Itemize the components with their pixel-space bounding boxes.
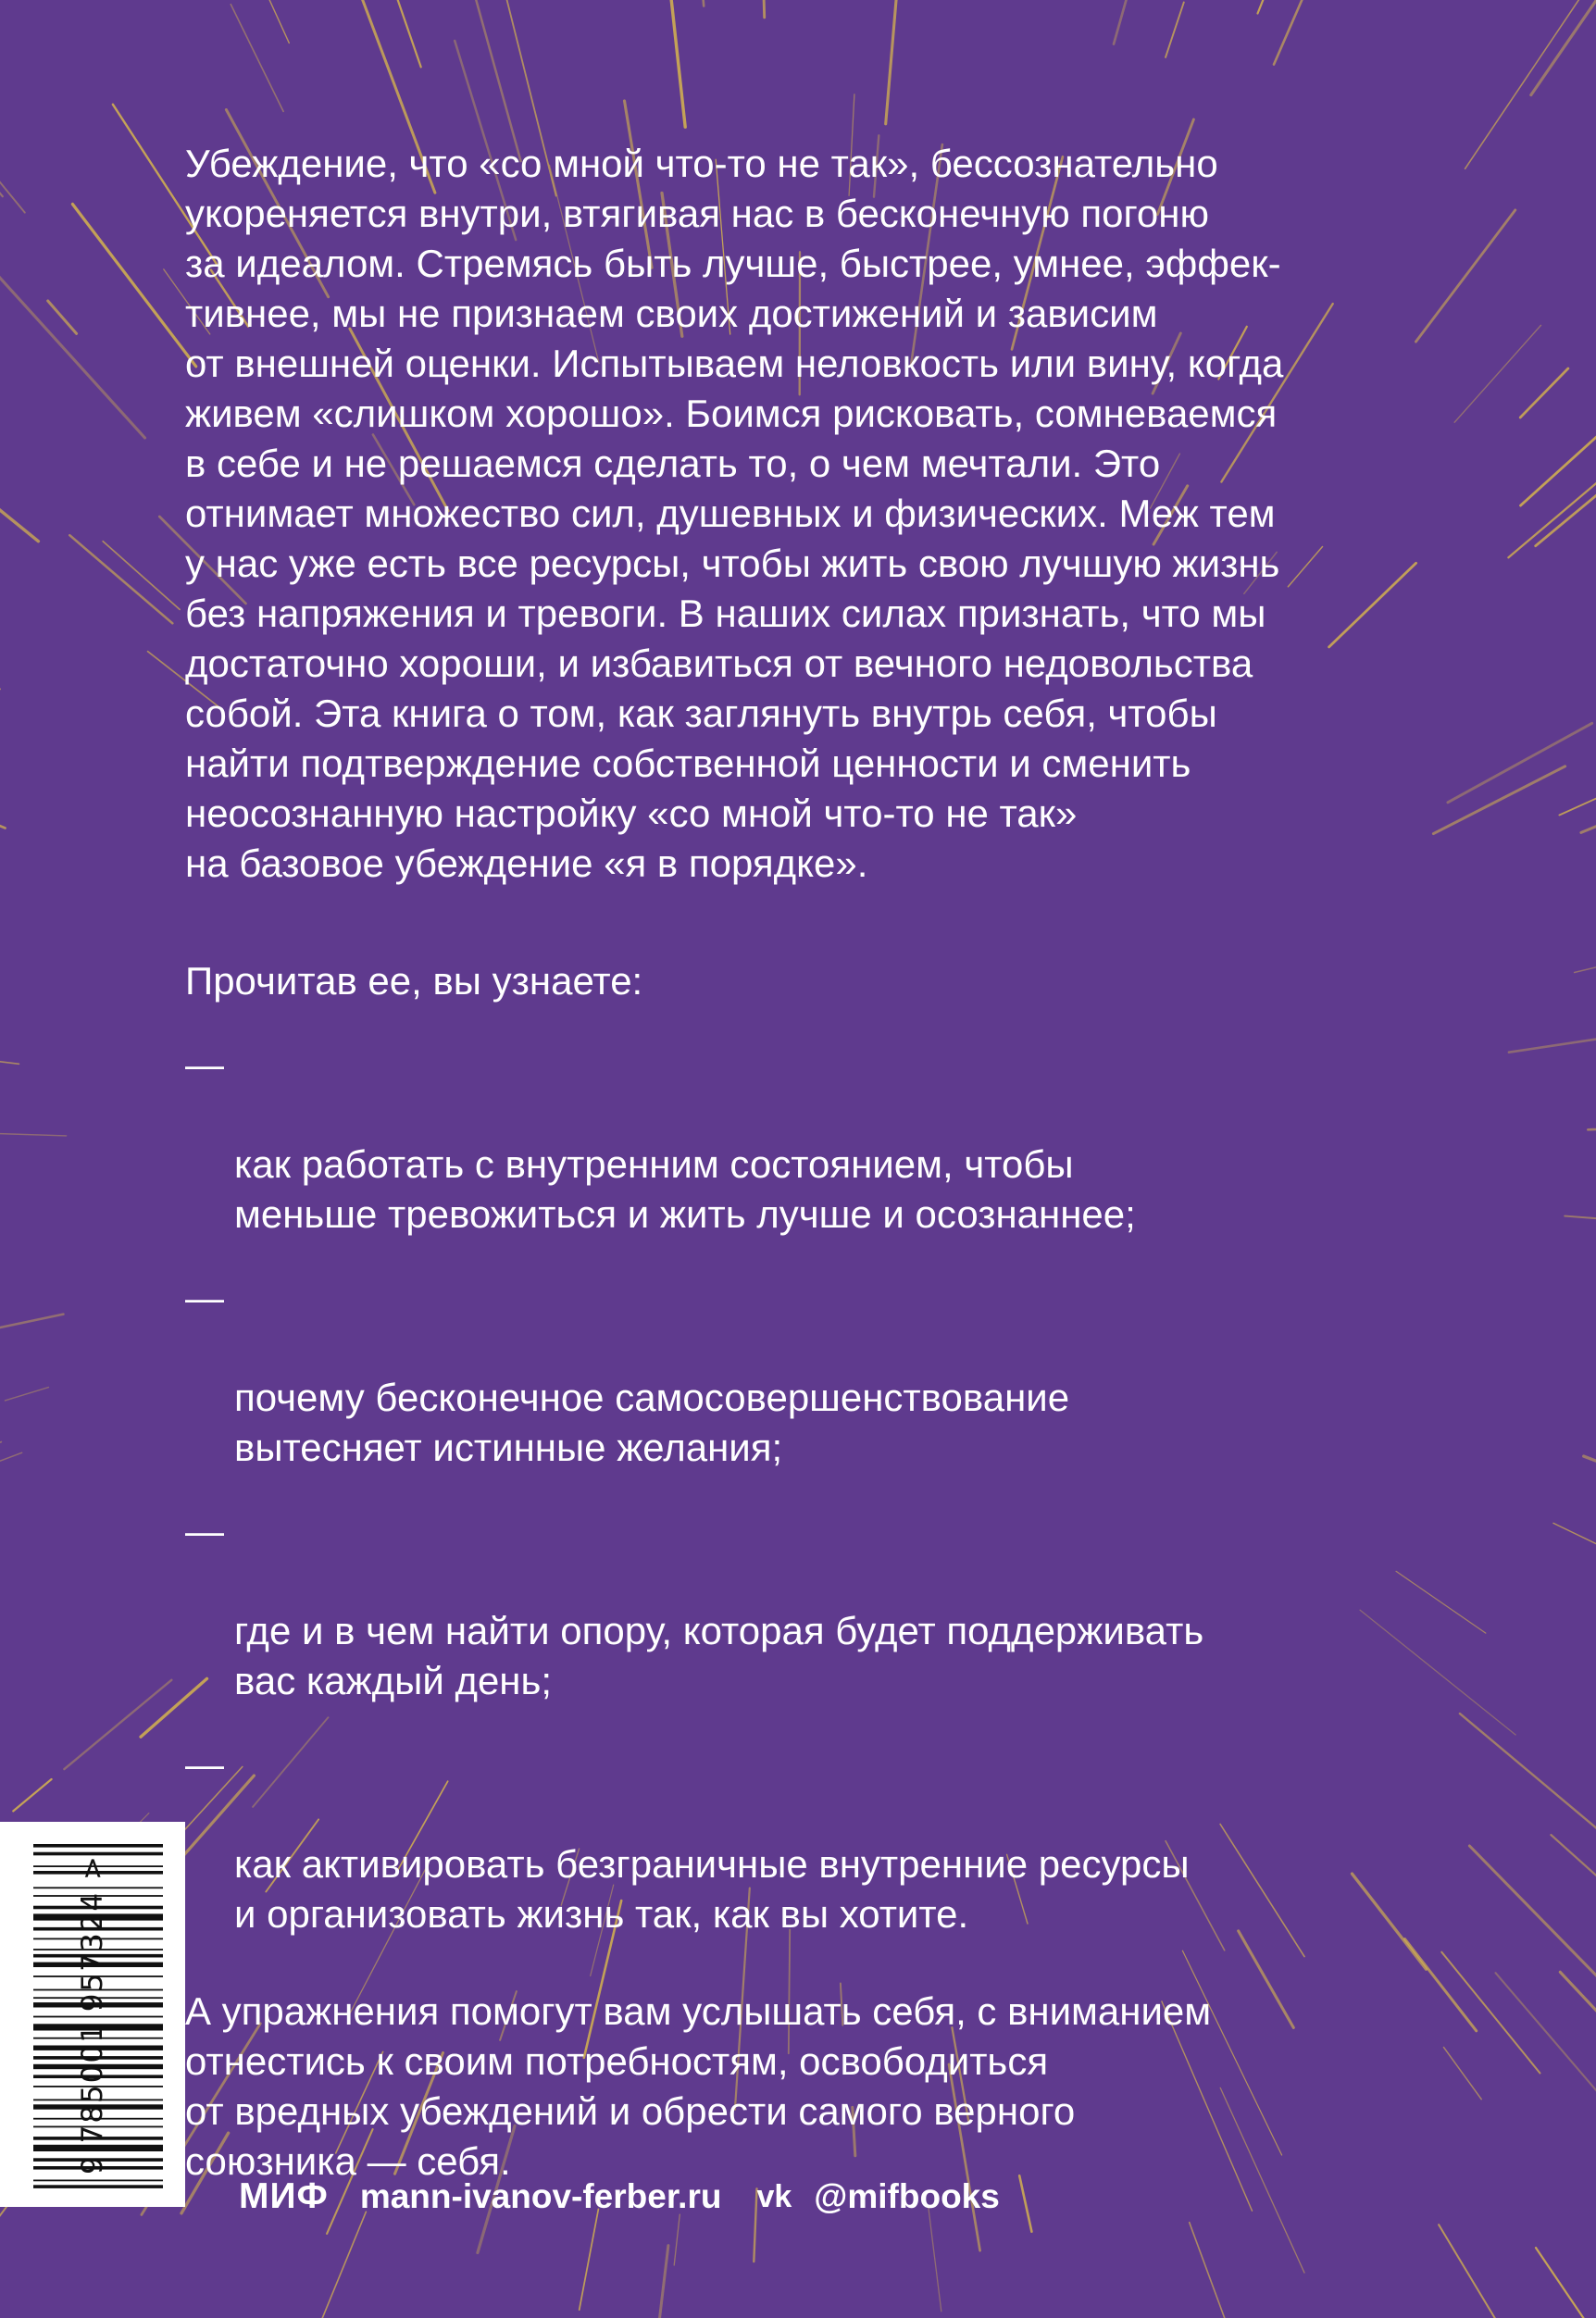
benefit-text: почему бесконечное самосовершенствование вытесняет истинные желания; [234,1376,1070,1469]
starburst-ray [396,0,421,67]
starburst-ray [320,2212,366,2318]
starburst-ray [0,1051,19,1064]
learn-heading: Прочитав ее, вы узнаете: [185,959,643,1003]
vk-icon[interactable]: vk [756,2179,792,2214]
dash-marker: — [185,1276,224,1319]
starburst-ray [1508,439,1596,557]
publisher-website[interactable]: mann-ivanov-ferber.ru [359,2177,722,2215]
starburst-ray [1565,1216,1596,1229]
starburst-ray [5,1388,48,1401]
starburst-ray [1258,0,1287,14]
isbn-digits: 9 785001 957324 > [76,1854,109,2175]
benefit-item [185,1506,1500,1706]
starburst-ray [1581,809,1596,832]
benefit-item [185,1273,1500,1473]
publisher-logo [239,2174,329,2220]
benefit-text: как работать с внутренним состоянием, чтобы меньше тревожиться и жить лучше и осознаннее; [234,1142,1136,1236]
isbn-number [74,1822,111,2207]
starburst-ray [1166,3,1184,57]
logo-wordmark: МИФ [239,2176,329,2216]
starburst-ray [0,769,6,829]
back-cover-text [185,139,1500,2187]
starburst-ray [1439,2225,1514,2318]
starburst-ray [228,0,289,43]
book-description: Убеждение, что «со мной что-то не так», бессознательно укореняется внутри, втягивая нас в бесконечную погоню за идеалом. Стремясь быть лучше, быстрее, умнее, эффек- тивнее, мы не признаем своих достижений и зависим от внешней оценки. Испытываем неловкость или вину, когда живем «слишком хорошо». Боимся рисковать, сомневаемся в себе и не решаемся сделать то, о чем мечтали. Это отнимает множество сил, душевных и физических. Меж тем у нас уже есть все ресурсы, чтобы жить свою лучшую жизнь без напряжения и тревоги. В наших силах признать, что мы достаточно хороши, и избавиться от вечного недовольства собой. Эта книга о том, как заглянуть внутрь себя, чтобы найти подтверждение собственной ценности и сменить неосознанную настройку «со мной что-то не так» на базовое убеждение «я в порядке». [185,142,1284,885]
starburst-ray [762,0,765,18]
starburst-ray [1114,0,1156,44]
benefit-text: как активировать безграничные внутренние ресурсы и организовать жизнь так, как вы хотите. [234,1842,1190,1936]
dash-marker: — [185,1042,224,1086]
exercise-description: А упражнения помогут вам услышать себя, с вниманием отнестись к своим потребностям, освободиться от вредных убеждений и обрести самого верного союзника — себя. [185,1989,1212,2183]
starburst-ray [1531,0,1596,95]
benefit-text: где и в чем найти опору, которая будет поддерживать вас каждый день; [234,1609,1204,1702]
starburst-ray [1509,1026,1596,1053]
starburst-ray [1274,0,1332,65]
starburst-ray [0,1130,67,1136]
starburst-ray [72,205,195,367]
starburst-ray [0,488,38,542]
starburst-ray [665,0,686,127]
isbn-barcode [0,1822,185,2207]
benefit-item [185,1739,1500,1939]
starburst-ray [103,542,180,610]
starburst-ray [690,0,704,6]
starburst-ray [1536,2248,1596,2318]
starburst-ray [1553,1523,1596,1621]
starburst-ray [0,1442,1,1484]
benefits-list [185,1040,1500,1939]
starburst-ray [0,1452,22,1480]
publisher-footer [239,2174,1000,2220]
starburst-ray [1521,393,1596,505]
benefit-item [185,1040,1500,1240]
starburst-ray [1584,1456,1596,1532]
starburst-ray [0,155,25,212]
starburst-ray [13,1779,51,1811]
dash-marker: — [185,1742,224,1786]
starburst-ray [1520,368,1568,417]
starburst-ray [1190,2223,1233,2318]
dash-marker: — [185,1509,224,1552]
starburst-ray [0,1315,64,1346]
starburst-ray [886,0,902,124]
starburst-ray [674,2214,680,2265]
starburst-ray [0,276,145,438]
starburst-ray [69,535,172,623]
starburst-ray [642,2246,668,2318]
starburst-ray [231,5,283,112]
starburst-ray [1536,448,1596,546]
starburst-ray [1575,958,1596,972]
starburst-ray [580,2209,599,2310]
starburst-ray [929,2207,941,2312]
starburst-ray [48,301,77,333]
social-handle[interactable]: @mifbooks [814,2177,1000,2215]
starburst-ray [1588,1122,1596,1129]
